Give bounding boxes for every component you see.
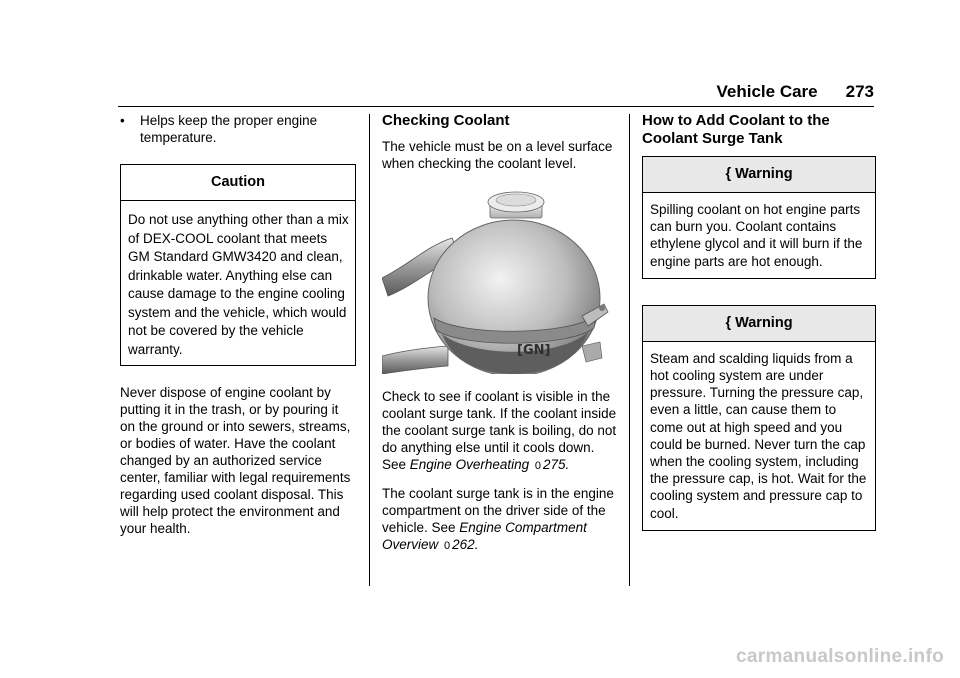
checking-intro: The vehicle must be on a level surface when checking the coolant level.: [382, 139, 613, 171]
warning-body-1: Spilling coolant on hot engine parts can burn you. Coolant contains ethylene glycol and it will burn if the engine parts are hot enough.: [650, 202, 863, 269]
bullet-item: [120, 112, 356, 146]
engine-overheating-link[interactable]: Engine Overheating: [409, 457, 530, 472]
warning-icon: {: [725, 166, 732, 182]
check-end: .: [565, 457, 570, 472]
location-paragraph: [382, 485, 618, 555]
location-text: The coolant surge tank is in the engine compartment on the driver side of the vehicle. See: [382, 486, 614, 535]
caution-body: Do not use anything other than a mix of DEX-COOL coolant that meets GM Standard GMW3420 and clean, drinkable water. Anything else can cause damage to the engine cooling system and the vehicle, which would not be covered by the vehicle warranty.: [128, 212, 349, 357]
page-number: 273: [845, 82, 874, 101]
warning-title-text: Warning: [735, 166, 793, 182]
section-title: Vehicle Care: [716, 82, 818, 101]
column-divider-2: [629, 114, 630, 586]
column-1: [120, 112, 356, 547]
caution-title: Caution: [121, 165, 355, 201]
check-text: Check to see if coolant is visible in the coolant surge tank. If the coolant inside the coolant surge tank is boiling, do not do anything else until it cools down. See: [382, 389, 617, 472]
page-ref-icon: 0: [444, 540, 451, 552]
bullet-text: Helps keep the proper engine temperature.: [140, 113, 318, 145]
warning-box-2: [642, 305, 876, 531]
column-3: [642, 112, 876, 549]
warning-body-2: Steam and scalding liquids from a hot cooling system are under pressure. Turning the pressure cap, even a little, can cause them to come out at high speed and you could be burned. Never turn the cap when the cooling system, including the pressure cap, is hot. Wait for the cooling system and pressure cap to cool.: [650, 350, 867, 521]
page-ref-275[interactable]: 275: [543, 457, 566, 472]
location-end: .: [474, 537, 479, 552]
warning-title-2: [643, 306, 875, 342]
column-2: [382, 112, 618, 565]
warning-icon: {: [725, 314, 732, 331]
engine-compartment-link[interactable]: Engine Compartment Overview: [382, 520, 587, 552]
page-header: [717, 82, 875, 102]
warning-title-1: [643, 157, 875, 193]
column-divider-1: [369, 114, 370, 586]
warning-title-text: Warning: [735, 314, 793, 331]
watermark: carmanualsonline.info: [736, 646, 944, 667]
coolant-surge-tank-illustration: [382, 186, 618, 374]
page-ref-262[interactable]: 262: [452, 537, 475, 552]
caution-box: [120, 164, 356, 366]
warning-box-1: [642, 156, 876, 279]
checking-coolant-heading: Checking Coolant: [382, 112, 510, 129]
bullet-marker: •: [120, 113, 125, 128]
svg-text:[GN]: [GN]: [517, 343, 551, 358]
page-ref-icon: 0: [534, 460, 542, 472]
header-rule: [118, 106, 874, 107]
disposal-paragraph: Never dispose of engine coolant by putting it in the trash, or by pouring it on the ground or into sewers, streams, or bodies of water. Have the coolant changed by an authorized service center, familiar with legal requirements regarding used coolant disposal. This will help protect the environment and your health.: [120, 385, 351, 536]
check-paragraph: [382, 388, 618, 475]
add-coolant-heading: How to Add Coolant to the Coolant Surge Tank: [642, 112, 830, 147]
